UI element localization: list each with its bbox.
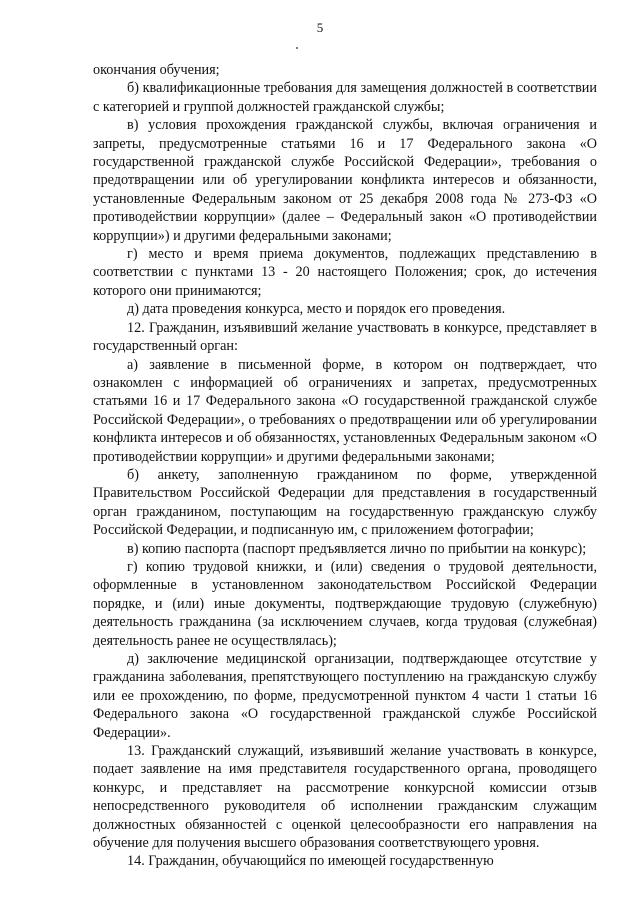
- paragraph-10: г) копию трудовой книжки, и (или) сведения о трудовой деятельности, оформленные в установленном законодательством Российской Федерации порядке, и (или) иные документы, подтверждающие трудовую (служебную) деятельность гражданина (за исключением случаев, когда трудовая (служебная) деятельность ранее не осуществлялась);: [93, 558, 597, 649]
- paragraph-3: в) условия прохождения гражданской службы, включая ограничения и запреты, предусмотренные статьями 16 и 17 Федерального закона «О государственной гражданской службе Российской Федерации», требования о предотвращении или об урегулировании конфликта интересов и обязанности, установленные Федеральным законом от 25 декабря 2008 года № 273-ФЗ «О противодействии коррупции» (далее – Федеральный закон «О противодействии коррупции») и другими федеральными законами;: [93, 117, 597, 244]
- paragraph-5: д) дата проведения конкурса, место и порядок его проведения.: [127, 301, 506, 318]
- paragraph-13: 14. Гражданин, обучающийся по имеющей государственную: [127, 853, 494, 870]
- paragraph-12: 13. Гражданский служащий, изъявивший желание участвовать в конкурсе, подает заявление на имя представителя государственного органа, проводящего конкурс, и представляет на рассмотрение конкурсной комиссии отзыв непосредственного руководителя об исполнении гражданским служащим должностных обязанностей с оценкой целесообразности его направления на обучение для получения высшего образования соответствующего уровня.: [93, 743, 597, 852]
- scan-dot: [296, 47, 298, 49]
- page-number: 5: [316, 20, 324, 35]
- paragraph-1: окончания обучения;: [93, 62, 220, 78]
- paragraph-8: б) анкету, заполненную гражданином по форме, утвержденной Правительством Российской Федерации для представления в государственный орган гражданином, поступающим на государственную гражданскую службу Российской Федерации, и подписанную им, с приложением фотографии;: [93, 466, 597, 539]
- paragraph-6: 12. Гражданин, изъявивший желание участвовать в конкурсе, представляет в государственный орган:: [93, 319, 597, 355]
- document-body: [93, 61, 597, 871]
- paragraph-2: б) квалификационные требования для замещения должностей в соответствии с категорией и группой должностей гражданской службы;: [93, 80, 597, 115]
- paragraph-11: д) заключение медицинской организации, подтверждающее отсутствие у гражданина заболевания, препятствующего поступлению на гражданскую службу или ее прохождению, по форме, предусмотренной пунктом 4 части 1 статьи 16 Федерального закона «О государственной гражданской службе Российской Федерации».: [93, 651, 597, 741]
- paragraph-9: в) копию паспорта (паспорт предъявляется лично по прибытии на конкурс);: [127, 540, 587, 557]
- paragraph-7: а) заявление в письменной форме, в котором он подтверждает, что ознакомлен с информацией об ограничениях и запретах, предусмотренных статьями 16 и 17 Федерального закона «О государственной гражданской службе Российской Федерации», о требованиях о предотвращении или об урегулировании конфликта интересов и об обязанностях, установленных Федеральным законом «О противодействии коррупции» и другими федеральными законами;: [93, 356, 597, 465]
- paragraph-4: г) место и время приема документов, подлежащих представлению в соответствии с пунктами 13 - 20 настоящего Положения; срок, до истечения которого они принимаются;: [93, 246, 597, 299]
